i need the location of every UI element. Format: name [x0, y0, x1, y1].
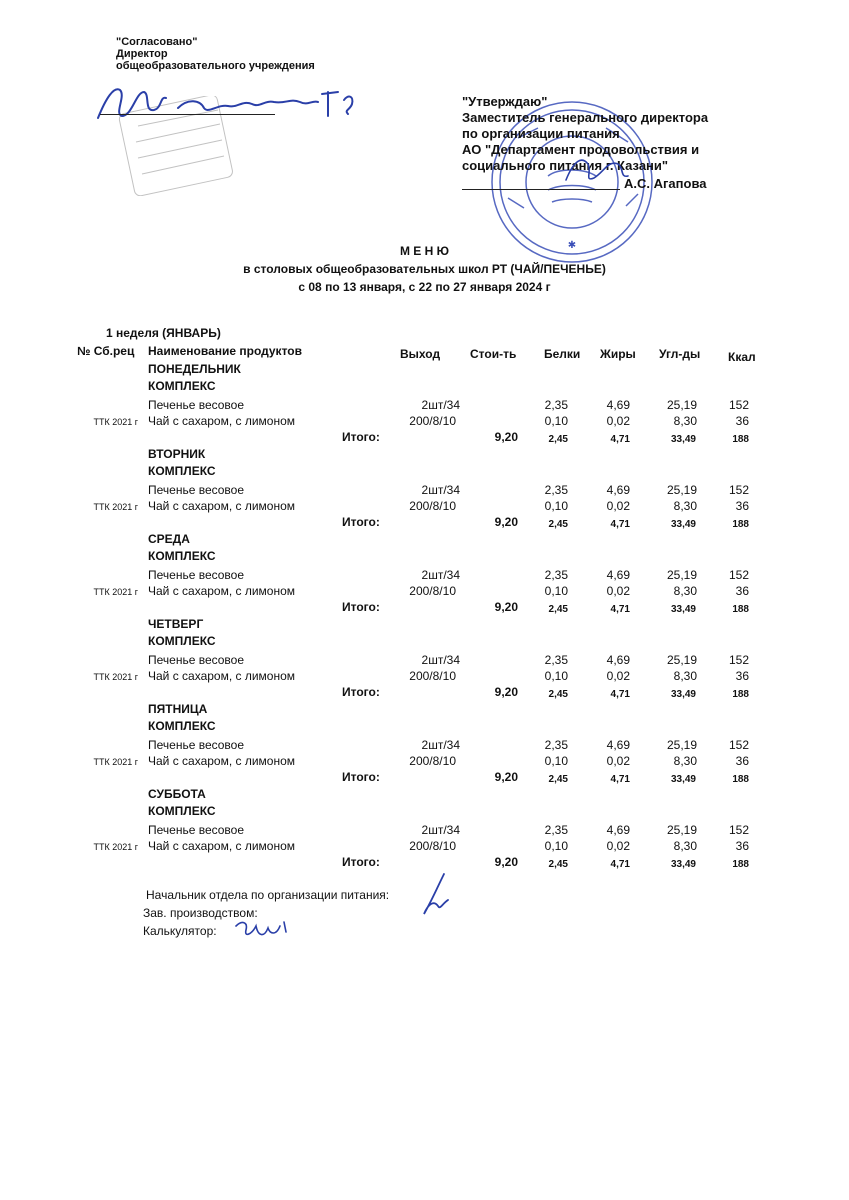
head-signature [414, 870, 454, 922]
item-output: 200/8/10 [409, 499, 456, 513]
item-fat: 4,69 [606, 568, 630, 582]
svg-text:✱: ✱ [567, 240, 577, 251]
total-carbs: 33,49 [670, 859, 696, 870]
item-fat: 0,02 [606, 414, 630, 428]
item-recipe: ТТК 2021 г [93, 502, 138, 512]
director-signature [92, 78, 362, 128]
item-carbs: 25,19 [666, 738, 697, 752]
total-cost: 9,20 [494, 855, 518, 869]
approval-right-line2: Заместитель генерального директора [462, 110, 709, 125]
item-kcal: 152 [728, 483, 749, 497]
complex-label: КОМПЛЕКС [148, 804, 216, 818]
item-name: Печенье весовое [148, 823, 245, 837]
total-label: Итого: [342, 600, 380, 614]
item-protein: 0,10 [544, 414, 568, 428]
director-signature-line [100, 114, 275, 115]
complex-label: КОМПЛЕКС [148, 549, 216, 563]
item-name: Чай с сахаром, с лимоном [148, 669, 296, 683]
day-block-1 [0, 447, 849, 532]
day-name: ПОНЕДЕЛЬНИК [148, 362, 241, 376]
item-fat: 0,02 [606, 754, 630, 768]
item-protein: 2,35 [544, 568, 568, 582]
total-protein: 2,45 [548, 859, 568, 870]
item-fat: 4,69 [606, 653, 630, 667]
total-label: Итого: [342, 855, 380, 869]
item-protein: 2,35 [544, 483, 568, 497]
total-label: Итого: [342, 770, 380, 784]
item-kcal: 152 [728, 738, 749, 752]
total-kcal: 188 [732, 689, 749, 700]
item-kcal: 36 [735, 499, 749, 513]
item-fat: 0,02 [606, 839, 630, 853]
total-protein: 2,45 [548, 689, 568, 700]
day-block-4 [0, 702, 849, 787]
item-carbs: 8,30 [673, 754, 697, 768]
item-recipe: ТТК 2021 г [93, 842, 138, 852]
item-output: 200/8/10 [409, 754, 456, 768]
menu-title: М Е Н Ю [399, 244, 450, 258]
total-carbs: 33,49 [670, 434, 696, 445]
approver-signature [562, 150, 632, 190]
item-fat: 0,02 [606, 499, 630, 513]
total-protein: 2,45 [548, 774, 568, 785]
total-cost: 9,20 [494, 600, 518, 614]
day-name: СРЕДА [148, 532, 190, 546]
col-fat: Жиры [600, 347, 636, 361]
item-kcal: 36 [735, 669, 749, 683]
total-fat: 4,71 [610, 604, 630, 615]
menu-subtitle: в столовых общеобразовательных школ РТ (ЧАЙ/ПЕЧЕНЬЕ) [243, 262, 606, 276]
day-block-5 [0, 787, 849, 872]
total-kcal: 188 [732, 604, 749, 615]
day-block-3 [0, 617, 849, 702]
item-kcal: 152 [728, 568, 749, 582]
total-fat: 4,71 [610, 519, 630, 530]
item-protein: 2,35 [544, 398, 568, 412]
total-fat: 4,71 [610, 689, 630, 700]
complex-label: КОМПЛЕКС [148, 464, 216, 478]
item-output: 200/8/10 [409, 669, 456, 683]
item-carbs: 8,30 [673, 669, 697, 683]
item-carbs: 8,30 [673, 414, 697, 428]
footer-calculator: Калькулятор: [143, 924, 217, 938]
item-kcal: 36 [735, 839, 749, 853]
total-protein: 2,45 [548, 434, 568, 445]
item-fat: 4,69 [606, 483, 630, 497]
total-cost: 9,20 [494, 770, 518, 784]
item-name: Печенье весовое [148, 483, 245, 497]
item-protein: 2,35 [544, 738, 568, 752]
item-output: 2шт/34 [421, 398, 460, 412]
col-kcal: Ккал [728, 350, 756, 364]
item-name: Печенье весовое [148, 568, 245, 582]
item-protein: 0,10 [544, 839, 568, 853]
approver-name: А.С. Агапова [624, 176, 707, 191]
item-carbs: 25,19 [666, 823, 697, 837]
col-cost: Стои-ть [470, 347, 517, 361]
col-protein: Белки [544, 347, 581, 361]
item-name: Чай с сахаром, с лимоном [148, 754, 296, 768]
item-carbs: 8,30 [673, 584, 697, 598]
approval-right-line1: "Утверждаю" [462, 94, 548, 109]
item-protein: 0,10 [544, 754, 568, 768]
total-carbs: 33,49 [670, 604, 696, 615]
item-carbs: 25,19 [666, 568, 697, 582]
item-name: Чай с сахаром, с лимоном [148, 839, 296, 853]
day-name: ПЯТНИЦА [148, 702, 208, 716]
item-protein: 0,10 [544, 669, 568, 683]
item-fat: 4,69 [606, 823, 630, 837]
footer-production-head: Зав. производством: [143, 906, 258, 920]
item-kcal: 36 [735, 754, 749, 768]
item-recipe: ТТК 2021 г [93, 417, 138, 427]
col-carbs: Угл-ды [659, 347, 701, 361]
day-name: ВТОРНИК [148, 447, 206, 461]
item-output: 200/8/10 [409, 414, 456, 428]
item-fat: 4,69 [606, 738, 630, 752]
item-name: Чай с сахаром, с лимоном [148, 414, 296, 428]
item-protein: 0,10 [544, 499, 568, 513]
day-block-0 [0, 362, 849, 447]
day-block-2 [0, 532, 849, 617]
item-fat: 4,69 [606, 398, 630, 412]
item-name: Чай с сахаром, с лимоном [148, 584, 296, 598]
total-carbs: 33,49 [670, 519, 696, 530]
approval-right-line4: АО "Департамент продовольствия и [462, 142, 700, 157]
item-name: Печенье весовое [148, 398, 245, 412]
item-output: 200/8/10 [409, 584, 456, 598]
total-cost: 9,20 [494, 430, 518, 444]
item-output: 2шт/34 [421, 738, 460, 752]
item-carbs: 8,30 [673, 839, 697, 853]
total-label: Итого: [342, 430, 380, 444]
calculator-signature [232, 916, 292, 944]
col-recipe: № Сб.рец [77, 344, 135, 358]
item-fat: 0,02 [606, 669, 630, 683]
day-name: СУББОТА [148, 787, 206, 801]
approval-right-line5: социального питания г. Казани" [462, 158, 669, 173]
complex-label: КОМПЛЕКС [148, 379, 216, 393]
total-fat: 4,71 [610, 774, 630, 785]
item-kcal: 152 [728, 823, 749, 837]
total-fat: 4,71 [610, 859, 630, 870]
item-protein: 2,35 [544, 823, 568, 837]
total-label: Итого: [342, 685, 380, 699]
item-output: 2шт/34 [421, 653, 460, 667]
approval-left-line1: "Согласовано" [116, 36, 198, 48]
total-cost: 9,20 [494, 685, 518, 699]
total-kcal: 188 [732, 774, 749, 785]
col-output: Выход [400, 347, 441, 361]
total-kcal: 188 [732, 434, 749, 445]
total-fat: 4,71 [610, 434, 630, 445]
complex-label: КОМПЛЕКС [148, 634, 216, 648]
item-carbs: 25,19 [666, 653, 697, 667]
item-name: Печенье весовое [148, 653, 245, 667]
item-kcal: 152 [728, 653, 749, 667]
item-protein: 0,10 [544, 584, 568, 598]
col-name: Наименование продуктов [148, 344, 302, 358]
item-kcal: 152 [728, 398, 749, 412]
total-kcal: 188 [732, 519, 749, 530]
total-label: Итого: [342, 515, 380, 529]
item-protein: 2,35 [544, 653, 568, 667]
item-kcal: 36 [735, 584, 749, 598]
item-name: Чай с сахаром, с лимоном [148, 499, 296, 513]
item-recipe: ТТК 2021 г [93, 587, 138, 597]
day-name: ЧЕТВЕРГ [148, 617, 204, 631]
item-output: 2шт/34 [421, 568, 460, 582]
item-recipe: ТТК 2021 г [93, 757, 138, 767]
total-carbs: 33,49 [670, 689, 696, 700]
item-carbs: 25,19 [666, 483, 697, 497]
item-kcal: 36 [735, 414, 749, 428]
approval-right-line3: по организации питания [462, 126, 620, 141]
item-carbs: 8,30 [673, 499, 697, 513]
total-carbs: 33,49 [670, 774, 696, 785]
item-recipe: ТТК 2021 г [93, 672, 138, 682]
total-cost: 9,20 [494, 515, 518, 529]
approval-left-line3: общеобразовательного учреждения [116, 60, 315, 72]
item-output: 2шт/34 [421, 823, 460, 837]
complex-label: КОМПЛЕКС [148, 719, 216, 733]
item-name: Печенье весовое [148, 738, 245, 752]
total-kcal: 188 [732, 859, 749, 870]
total-protein: 2,45 [548, 519, 568, 530]
item-carbs: 25,19 [666, 398, 697, 412]
item-output: 200/8/10 [409, 839, 456, 853]
item-output: 2шт/34 [421, 483, 460, 497]
approval-left-line2: Директор [116, 48, 168, 60]
menu-dates: с 08 по 13 января, с 22 по 27 января 2024 г [298, 280, 551, 294]
total-protein: 2,45 [548, 604, 568, 615]
item-fat: 0,02 [606, 584, 630, 598]
week-label: 1 неделя (ЯНВАРЬ) [106, 326, 221, 340]
footer-head-nutrition: Начальник отдела по организации питания: [146, 888, 390, 902]
